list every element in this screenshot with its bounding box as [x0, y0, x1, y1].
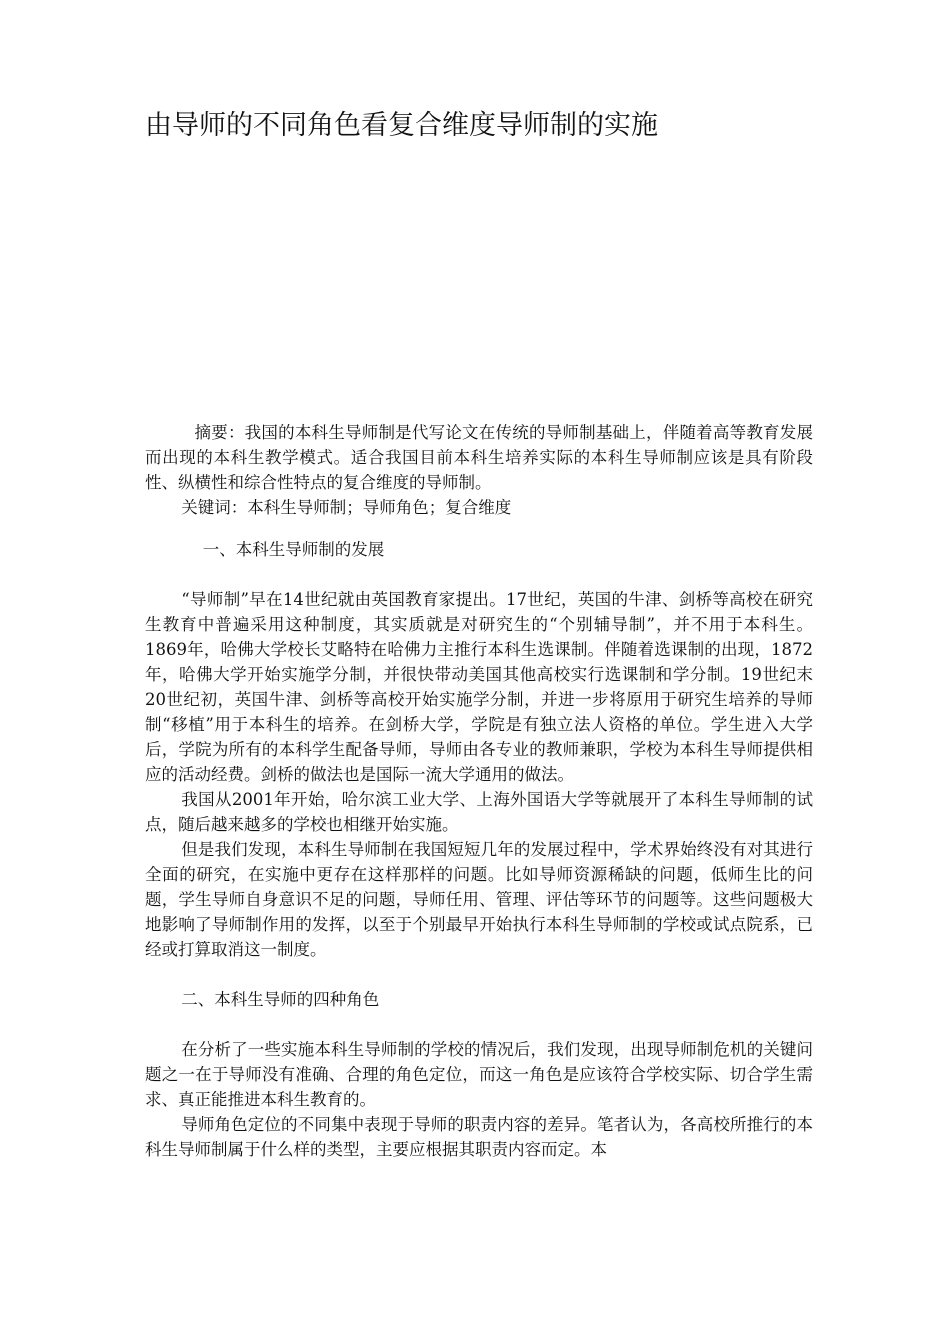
- section1-paragraph-3: 但是我们发现，本科生导师制在我国短短几年的发展过程中，学术界始终没有对其进行全面的研究，在实施中更存在这样那样的问题。比如导师资源稀缺的问题，低师生比的问题，学生导师自身意识不足的问题，导师任用、管理、评估等环节的问题等。这些问题极大地影响了导师制作用的发挥，以至于个别最早开始执行本科生导师制的学校或试点院系，已经或打算取消这一制度。: [145, 840, 813, 959]
- spacer: [145, 1012, 813, 1037]
- spacer: [145, 562, 813, 587]
- document-title: 由导师的不同角色看复合维度导师制的实施: [145, 110, 658, 141]
- section1-paragraph-1: “导师制”早在14世纪就由英国教育家提出。17世纪，英国的牛津、剑桥等高校在研究生教育中普遍采用这种制度，其实质就是对研究生的“个别辅导制”，并不用于本科生。1869年，哈佛大学校长艾略特在哈佛力主推行本科生选课制。伴随着选课制的出现，1872年，哈佛大学开始实施学分制，并很快带动美国其他高校实行选课制和学分制。19世纪末20世纪初，英国牛津、剑桥等高校开始实施学分制，并进一步将原用于研究生培养的导师制“移植”用于本科生的培养。在剑桥大学，学院是有独立法人资格的单位。学生进入大学后，学院为所有的本科学生配备导师，导师由各专业的教师兼职，学校为本科生导师提供相应的活动经费。剑桥的做法也是国际一流大学通用的做法。: [145, 590, 813, 784]
- spacer: [145, 962, 813, 987]
- abstract-paragraph: 摘要：我国的本科生导师制是代写论文在传统的导师制基础上，伴随着高等教育发展而出现的本科生教学模式。适合我国目前本科生培养实际的本科生导师制应该是具有阶段性、纵横性和综合性特点的复合维度的导师制。: [145, 423, 813, 492]
- keywords-line: 关键词：本科生导师制；导师角色；复合维度: [181, 498, 512, 517]
- section-heading-1: 一、本科生导师制的发展: [202, 540, 385, 559]
- spacer: [145, 520, 813, 537]
- document-body: [145, 420, 813, 1162]
- section2-paragraph-2: 导师角色定位的不同集中表现于导师的职责内容的差异。笔者认为，各高校所推行的本科生导师制属于什么样的类型，主要应根据其职责内容而定。本: [145, 1115, 813, 1159]
- section-heading-2: 二、本科生导师的四种角色: [181, 990, 380, 1009]
- section1-paragraph-2: 我国从2001年开始，哈尔滨工业大学、上海外国语大学等就展开了本科生导师制的试点，随后越来越多的学校也相继开始实施。: [145, 790, 813, 834]
- section2-paragraph-1: 在分析了一些实施本科生导师制的学校的情况后，我们发现，出现导师制危机的关键问题之一在于导师没有准确、合理的角色定位，而这一角色是应该符合学校实际、切合学生需求、真正能推进本科生教育的。: [145, 1040, 813, 1109]
